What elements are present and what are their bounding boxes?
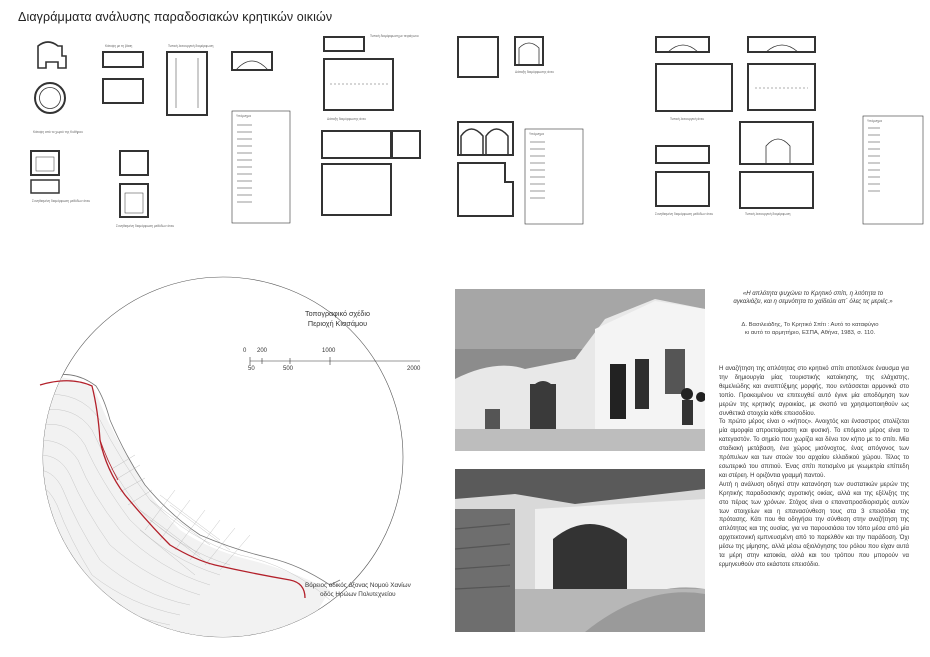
map-title-line1: Τοπογραφικό σχέδιο [305,309,370,318]
body-paragraph: Το πρώτο μέρος είναι ο «κήπος». Ανοιχτός και ένσαστρος στολίζεται μία αμορφία απροετοίμαστη και φυσική. Το επόμενο μέρος είναι το κατεγαστόν. Το σημείο που χωρίζει και δένει τον κήπο με το σπίτι. Μία σταδιακή μετάβαση, ένα χώρος μισόνοχτος, ένας απόγονος των πρόπυλων και των στοών του αρχαίου ελλαδικού χώρου. Τέλος το εσωτερικό του σπιτιού. Ένας σπίτι ποτισμένο με γεωμετρία επίπεδη και στέρεη. Η οριζόντια γραμμή παντού. [719,419,909,479]
body-paragraph: Αυτή η ανάλυση οδηγεί στην κατανόηση των συστατικών μερών της Κρητικής παραδοσιακής αγροτικής οικίας, αλλά και της εξέλιξης της στο πέρας των χρόνων. Στόχος είναι ο επαναπροσδιορισμός αυτών των στοιχείων και η επανασύνθεση τους στα 3 επεισόδια της πρότασης. Κάτι που θα οδηγήσει την σύνθεση στην αναζήτηση της απλότητας και της ουσίας, για να παρουσιάσει τον τόπο μέσα από μία αρχιτεκτονική εμπνευσμένη από το παρελθόν και την παράδοση. Όχι μέσω της μίμησης, αλλά μέσω αξιολόγησης του ρόλου που είχαν αυτά τα μέρη στην κατοικία, αλλά και του τρόπου που μπορούν να ερμηνευθούν στο εκάστοτε επεισόδιο. [719,481,909,568]
drawing-caption: Τυπική διαμόρφωση με τετράγωνο [370,34,419,38]
map-title [305,309,370,329]
road-label [305,581,411,599]
body-paragraph: Η αναζήτηση της απλότητας στο κρητικό σπίτι αποτέλεσε έναυσμα για την δημιουργία μίας τουριστικής κατοίκησης, της ελάχιστης, θεμελιώδης και αναπτύξιμης μορφής, που εντάσσεται αρμονικά στο τοπίο. Προκειμένου να επιτευχθεί αυτό έγινε μία αποδόμηση των μερών της κρητικής αγροικίας, με σκοπό να χρησιμοποιηθούν ως συνθετικά στοιχεία κάθε επεισοδίου. [719,366,909,417]
drawing-caption: Συνηθισμένη διαμόρφωση μεθόδων άνευ [116,224,175,228]
scale-label: 1000 [322,348,336,354]
legend-title: Υπόμνημα [867,119,882,123]
drawing-caption: Τυπική λειτουργική διαμόρφωση [745,212,791,216]
body-text [719,365,909,570]
photo-courtyard-arch [455,469,705,632]
scale-label: 500 [283,366,294,372]
drawing-caption: Συνηθισμένη διαμόρφωση μεθόδων άνευ [655,212,714,216]
drawing-caption: Κάτοψη με τη βάση [105,44,133,48]
quote-source-line2: κι αυτό το αρμητήριο, ΕΣΠΑ, Αθήνα, 1983, σ. 110. [744,330,876,336]
drawing-caption: Τυπική λειτουργική διαμόρφωση [168,44,214,48]
scale-label: 2000 [407,366,421,372]
road-label-line2: οδός Ηρώων Πολυτεχνείου [320,591,396,598]
drawing-caption: Διάταξη διαμόρφωσης άνευ [327,117,366,121]
page-title: Διαγράμματα ανάλυσης παραδοσιακών κρητικών οικιών [18,10,333,24]
drawing-caption: Διάταξη διαμόρφωσης άνευ [515,70,554,74]
photo-house-children [455,289,705,451]
scale-label: 50 [248,366,255,372]
quote-source-line1: Δ. Βασιλειάδης, Το Κρητικό Σπίτι : Αυτό το καταφύγιο [741,322,879,328]
drawing-caption: Τυπική λειτουργική άνευ [670,117,704,121]
scale-label: 0 [243,348,247,354]
drawing-caption: Κάτοψη από το χωριό της Κυθήρου [33,130,83,134]
map-title-line2: Περιοχή Κισσάμου [307,319,368,328]
plan-drawings [0,0,930,240]
legend-title: Υπόμνημα [236,114,251,118]
road-label-line1: Βόρειος οδικός άξονας Νομού Χανίων [305,582,411,589]
legend-title: Υπόμνημα [529,132,544,136]
drawing-caption: Συνηθισμένη διαμόρφωση μεθόδων άνευ [32,199,91,203]
scale-label: 200 [257,348,268,354]
quote-text: «Η απλότητα ψυχώνει το Κρητικό σπίτι, η λιτότητα το αγκαλιάζει, και η σεμνότητα το χαϊδεύει απ΄ όλες τις μεριές.» [733,290,893,306]
quote-source [725,321,895,337]
